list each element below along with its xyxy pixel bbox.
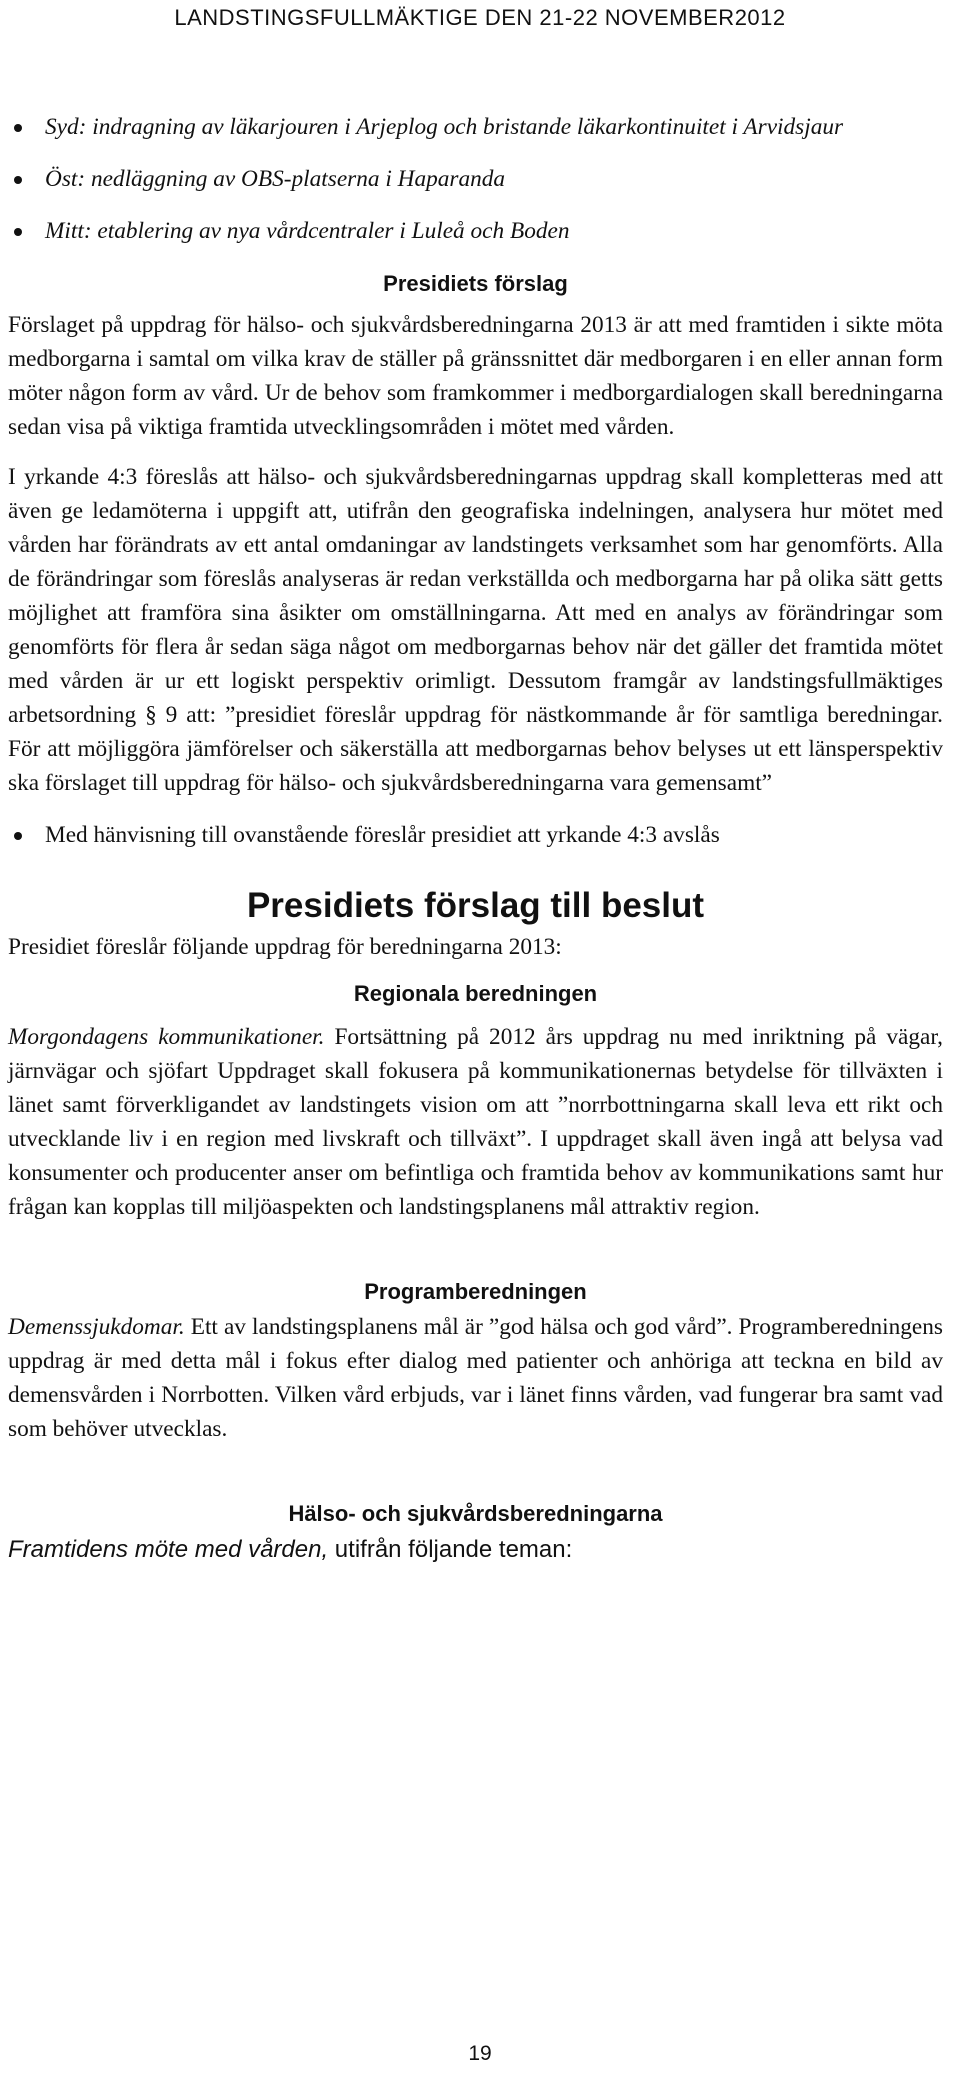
paragraph-program xyxy=(8,1310,943,1446)
running-header: LANDSTINGSFULLMÄKTIGE DEN 21-22 NOVEMBER2012 xyxy=(174,5,786,30)
list-item-text: Syd: indragning av läkarjouren i Arjeplog och bristande läkarkontinuitet i Arvidsjaur xyxy=(45,114,844,140)
body-text: Fortsättning på 2012 års uppdrag nu med inriktning på vägar, järnvägar och sjöfart Uppdraget skall fokusera på kommunikationernas betydelse för tillväxten i länet samt förverkligandet av landstingets vision om att ”norrbottningarna skall leva ett rikt och utvecklande liv i en region med livskraft och tillväxt”. I uppdraget skall även ingå att belysa vad konsumenter och producenter anser om befintliga och framtida behov av kommunikations samt hur frågan kan kopplas till miljöaspekten och landstingsplanens mål attraktiv region. xyxy=(8,1024,943,1220)
list-item xyxy=(8,110,943,144)
paragraph: Förslaget på uppdrag för hälso- och sjukvårdsberedningarna 2013 är att med framtiden i sikte möta medborgarna i samtal om vilka krav de ställer på gränssnittet där medborgaren i en eller annan form möter någon form av vård. Ur de behov som framkommer i medborgardialogen skall beredningarna sedan visa på viktiga framtida utvecklingsområden i mötet med vården. xyxy=(8,312,943,440)
lead-text: Demenssjukdomar. xyxy=(8,1314,185,1340)
section-heading-forslag-till-beslut: Presidiets förslag till beslut xyxy=(246,886,705,925)
paragraph-intro: Presidiet föreslår följande uppdrag för beredningarna 2013: xyxy=(8,934,562,960)
paragraph: I yrkande 4:3 föreslås att hälso- och sjukvårdsberedningarnas uppdrag skall kompletteras med att även ge ledamöterna i uppgift att, utifrån den geografiska indelningen, analysera hur mötet med vården har förändrats av ett antal omdaningar av landstingets verksamhet som har genomförts. Alla de förändringar som föreslås analyseras är redan verkställda och medborgarna har på olika sätt getts möjlighet att framföra sina åsikter om omställningarna. Att med en analys av förändringar som genomförts för flera år sedan säga något om medborgarnas behov när det gäller det framtida mötet med vården är ur ett logiskt perspektiv orimligt. Dessutom framgår av landstingsfullmäktiges arbetsordning § 9 att: ”presidiet föreslår uppdrag för nästkommande år för samtliga beredningar. För att möjliggöra jämförelser och säkerställa att medborgarnas behov belyses ut ett länsperspektiv ska förslaget till uppdrag för hälso- och sjukvårdsberedningarna vara gemensamt” xyxy=(8,464,943,796)
bullet-icon xyxy=(14,228,22,236)
subheading-halso-och-sjukvardsberedningarna: Hälso- och sjukvårdsberedningarna xyxy=(288,1501,663,1526)
lead-text: Morgondagens kommunikationer. xyxy=(8,1024,325,1050)
bullet-icon xyxy=(14,832,22,840)
list-item xyxy=(8,162,943,196)
lead-text: Framtidens möte med vården, xyxy=(8,1536,329,1563)
paragraph-regional xyxy=(8,1020,943,1224)
list-item-text: Med hänvisning till ovanstående föreslår presidiet att yrkande 4:3 avslås xyxy=(45,822,720,848)
bullet-icon xyxy=(14,176,22,184)
body-text: Ett av landstingsplanens mål är ”god hälsa och god vård”. Programberedningens uppdrag är med detta mål i fokus efter dialog med patienter och anhöriga att teckna en bild av demensvården i Norrbotten. Vilken vård erbjuds, var i länet finns vården, vad fungerar bra samt vad som behöver utvecklas. xyxy=(8,1314,943,1442)
body-text: utifrån följande teman: xyxy=(328,1536,573,1563)
page-number: 19 xyxy=(468,2042,492,2065)
subheading-programberedningen: Programberedningen xyxy=(364,1279,587,1304)
list-item-text: Öst: nedläggning av OBS-platserna i Haparanda xyxy=(45,166,506,192)
paragraph-health xyxy=(8,1532,943,1568)
page-content xyxy=(8,110,943,1568)
section-heading-presidiets-forslag: Presidiets förslag xyxy=(383,271,568,296)
bullet-icon xyxy=(14,124,22,132)
bullet-list-areas xyxy=(8,110,943,248)
bullet-list-proposal xyxy=(8,818,943,852)
list-item-text: Mitt: etablering av nya vårdcentraler i Luleå och Boden xyxy=(45,218,570,244)
list-item xyxy=(8,818,943,852)
subheading-regionala-beredningen: Regionala beredningen xyxy=(353,981,598,1006)
list-item xyxy=(8,214,943,248)
